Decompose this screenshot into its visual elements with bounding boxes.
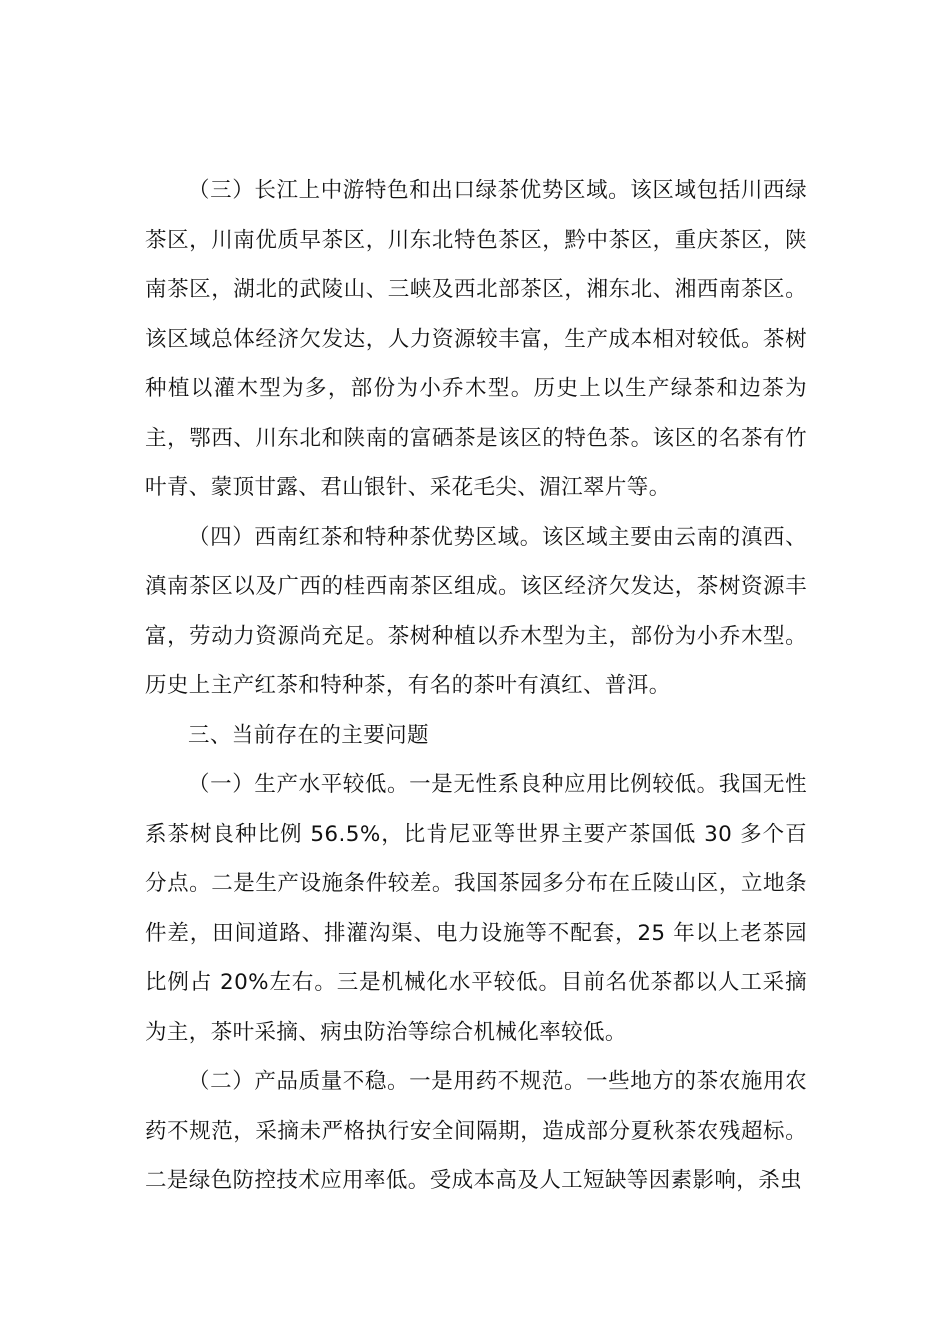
paragraph-region-three: （三）长江上中游特色和出口绿茶优势区域。该区域包括川西绿茶区，川南优质早茶区，川东北特色茶区，黔中茶区，重庆茶区，陕南茶区，湖北的武陵山、三峡及西北部茶区，湘东北、湘西南茶区。该区域总体经济欠发达，人力资源较丰富，生产成本相对较低。茶树种植以灌木型为多，部份为小乔木型。历史上以生产绿茶和边茶为主，鄂西、川东北和陕南的富硒茶是该区的特色茶。该区的名茶有竹叶青、蒙顶甘露、君山银针、采花毛尖、湄江翠片等。 xyxy=(145,178,807,500)
paragraph-problem-one: （一）生产水平较低。一是无性系良种应用比例较低。我国无性系茶树良种比例 56.5%，比肯尼亚等世界主要产茶国低 30 多个百分点。二是生产设施条件较差。我国茶园多分布在丘陵山区，立地条件差，田间道路、排灌沟渠、电力设施等不配套，25 年以上老茶园比例占 20%左右。三是机械化水平较低。目前名优茶都以人工采摘为主，茶叶采摘、病虫防治等综合机械化率较低。 xyxy=(145,772,807,1045)
section-heading-main-problems: 三、当前存在的主要问题 xyxy=(188,722,429,748)
paragraph-region-four: （四）西南红茶和特种茶优势区域。该区域主要由云南的滇西、滇南茶区以及广西的桂西南茶区组成。该区经济欠发达，茶树资源丰富，劳动力资源尚充足。茶树种植以乔木型为主，部份为小乔木型。历史上主产红茶和特种茶，有名的茶叶有滇红、普洱。 xyxy=(145,524,807,698)
document-body xyxy=(145,166,807,1206)
paragraph-problem-two: （二）产品质量不稳。一是用药不规范。一些地方的茶农施用农药不规范，采摘未严格执行安全间隔期，造成部分夏秋茶农残超标。二是绿色防控技术应用率低。受成本高及人工短缺等因素影响，杀虫 xyxy=(145,1069,807,1193)
